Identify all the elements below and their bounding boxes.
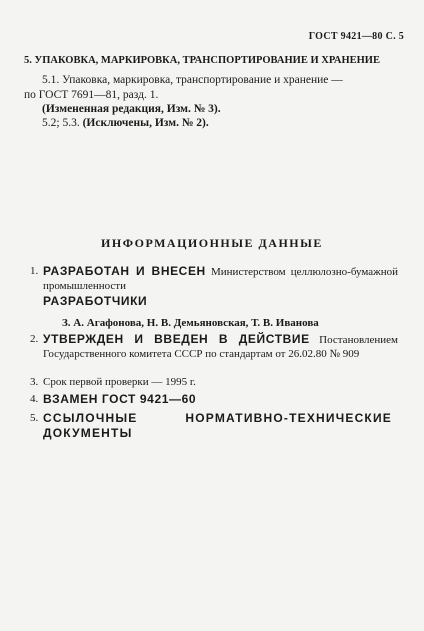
excluded-note: (Исключены, Изм. № 2). — [82, 117, 209, 129]
item-heading: ВЗАМЕН ГОСТ 9421—60 — [43, 392, 197, 406]
item-heading: РАЗРАБОТАН И ВНЕСЕН — [43, 264, 206, 278]
item-text: Срок первой проверки — 1995 г. — [43, 376, 196, 388]
item-text: Министерством целлюлозно-бумажной промышленности — [43, 266, 398, 292]
section-paragraph-line: по ГОСТ 7691—81, разд. 1. — [24, 89, 159, 101]
item-heading: УТВЕРЖДЕН И ВВЕДЕН В ДЕЙСТВИЕ — [43, 332, 310, 346]
info-item-3 — [30, 375, 398, 389]
clause-numbers: 5.2; 5.3. — [42, 117, 80, 129]
section-paragraph-line: 5.1. Упаковка, маркировка, транспортирование и хранение — — [42, 74, 343, 86]
item-number: 3. — [30, 376, 39, 388]
item-text: Постановлением Государственного комитета СССР по стандартам от 26.02.80 № 909 — [43, 334, 398, 360]
developers-label: РАЗРАБОТЧИКИ — [43, 294, 148, 308]
developers-block — [43, 294, 398, 330]
section-title: 5. УПАКОВКА, МАРКИРОВКА, ТРАНСПОРТИРОВАНИЕ И ХРАНЕНИЕ — [24, 55, 380, 66]
item-number: 1. — [30, 265, 39, 277]
item-number: 4. — [30, 393, 39, 405]
page-header: ГОСТ 9421—80 С. 5 — [308, 31, 404, 42]
info-section-title: ИНФОРМАЦИОННЫЕ ДАННЫЕ — [101, 236, 323, 250]
amendment-note: (Измененная редакция, Изм. № 3). — [42, 103, 221, 115]
item-number: 2. — [30, 333, 39, 345]
item-number: 5. — [30, 412, 39, 424]
info-item-1 — [30, 264, 398, 293]
info-item-2 — [30, 332, 398, 361]
excluded-clauses-line — [42, 117, 209, 129]
info-item-5 — [30, 411, 392, 441]
item-heading: ССЫЛОЧНЫЕ НОРМАТИВНО-ТЕХНИЧЕСКИЕ ДОКУМЕНТЫ — [43, 411, 392, 440]
info-item-4 — [30, 392, 398, 407]
developers-names: З. А. Агафонова, Н. В. Демьяновская, Т. В. Иванова — [62, 317, 319, 329]
